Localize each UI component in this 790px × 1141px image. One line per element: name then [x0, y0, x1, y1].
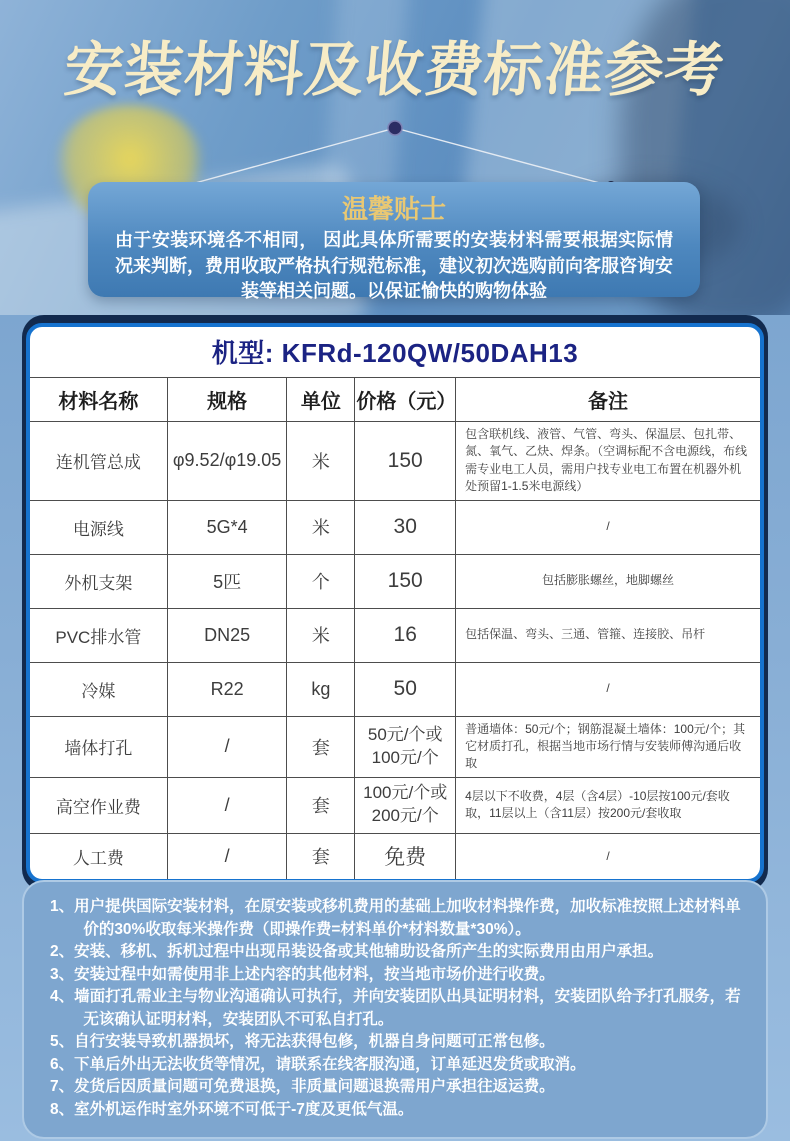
cell-note: 包括保温、弯头、三通、管箍、连接胶、吊杆: [456, 608, 760, 662]
note-number: 2、: [50, 943, 75, 960]
table-row: [30, 833, 760, 879]
tips-title: 温馨贴士: [341, 194, 446, 224]
cell-unit: 套: [287, 777, 355, 833]
cell-unit: 套: [287, 833, 355, 879]
cell-price: 150: [355, 422, 456, 501]
cell-unit: 个: [287, 554, 355, 608]
cell-price: 50: [355, 662, 456, 716]
spec-table-panel: [26, 323, 764, 883]
note-item: [50, 1099, 752, 1122]
cell-spec: /: [167, 777, 287, 833]
table-row: [30, 500, 760, 554]
note-text: 自行安装导致机器损坏，将无法获得包修，机器自身问题可正常包修。: [74, 1033, 555, 1050]
cell-spec: /: [167, 833, 287, 879]
header-spec: 规格: [167, 378, 287, 422]
note-text: 安装、移机、拆机过程中出现吊装设备或其他辅助设备所产生的实际费用由用户承担。: [74, 943, 664, 960]
note-item: [50, 1031, 752, 1054]
model-title: 机型: KFRd-120QW/50DAH13: [211, 338, 579, 368]
cell-price: 100元/个或200元/个: [355, 777, 456, 833]
table-row: [30, 777, 760, 833]
content-area: [0, 315, 790, 1141]
note-number: 5、: [50, 1033, 75, 1050]
note-text: 墙面打孔需业主与物业沟通确认可执行，并向安装团队出具证明材料，安装团队给予打孔服务，若无该确认证明材料，安装团队不可私自打孔。: [74, 988, 741, 1028]
note-text: 发货后因质量问题可免费退换，非质量问题退换需用户承担往返运费。: [74, 1078, 555, 1095]
note-text: 安装过程中如需使用非上述内容的其他材料，按当地市场价进行收费。: [74, 965, 555, 983]
cell-price: 免费: [355, 833, 456, 879]
note-number: 8、: [50, 1100, 75, 1118]
cell-unit: 米: [287, 608, 355, 662]
note-item: [50, 896, 752, 941]
note-text: 下单后外出无法收货等情况，请联系在线客服沟通，订单延迟发货或取消。: [74, 1055, 586, 1073]
page-title: 安装材料及收费标准参考: [61, 37, 728, 103]
table-row: [30, 554, 760, 608]
cell-name: 高空作业费: [30, 777, 167, 833]
note-number: 6、: [50, 1055, 75, 1073]
table-row: [30, 422, 760, 501]
tips-body: 由于安装环境各不相同， 因此具体所需要的安装材料需要根据实际情况来判断，费用收取严格执行规范标准，建议初次选购前向客服咨询安装等相关问题。以保证愉快的购物体验: [115, 230, 673, 302]
cell-name: PVC排水管: [30, 608, 167, 662]
note-item: [50, 941, 752, 964]
cell-unit: 套: [287, 716, 355, 777]
hero-banner: [0, 0, 790, 315]
cell-name: 连机管总成: [30, 422, 167, 501]
spec-table-backing: [22, 315, 768, 891]
header-note: 备注: [456, 378, 760, 422]
materials-table: [30, 377, 760, 879]
cell-spec: R22: [167, 662, 287, 716]
header-unit: 单位: [287, 378, 355, 422]
cell-name: 墙体打孔: [30, 716, 167, 777]
cell-name: 冷媒: [30, 662, 167, 716]
notes-list: [50, 896, 752, 1121]
note-number: 1、: [50, 898, 75, 915]
cell-note: 包含联机线、液管、气管、弯头、保温层、包扎带、氮、氧气、乙炔、焊条。（空调标配不含电源线，布线需专业电工人员，需用户找专业电工布置在机器外机处预留1-1.5米电源线）: [456, 422, 760, 501]
note-number: 7、: [50, 1078, 75, 1095]
cell-name: 人工费: [30, 833, 167, 879]
note-text: 室外机运作时室外环境不可低于-7度及更低气温。: [74, 1100, 414, 1118]
cell-price: 150: [355, 554, 456, 608]
cell-note: /: [456, 833, 760, 879]
table-body: [30, 422, 760, 880]
cell-note: /: [456, 662, 760, 716]
note-item: [50, 986, 752, 1031]
cell-unit: kg: [287, 662, 355, 716]
note-item: [50, 1054, 752, 1077]
cell-spec: φ9.52/φ19.05: [167, 422, 287, 501]
cell-note: 普通墙体：50元/个；钢筋混凝土墙体：100元/个；其它材质打孔，根据当地市场行情与安装师傅沟通后收取: [456, 716, 760, 777]
cell-spec: 5匹: [167, 554, 287, 608]
note-number: 3、: [50, 965, 75, 983]
cell-note: /: [456, 500, 760, 554]
cell-name: 电源线: [30, 500, 167, 554]
cell-note: 包括膨胀螺丝，地脚螺丝: [456, 554, 760, 608]
header-price: 价格（元）: [355, 378, 456, 422]
table-row: [30, 716, 760, 777]
note-item: [50, 1076, 752, 1099]
tips-panel: [88, 182, 700, 302]
cell-price: 50元/个或100元/个: [355, 716, 456, 777]
header-material: 材料名称: [30, 378, 167, 422]
table-header-row: [30, 378, 760, 422]
notes-panel: [22, 880, 768, 1139]
cell-spec: /: [167, 716, 287, 777]
note-text: 用户提供国际安装材料，在原安装或移机费用的基础上加收材料操作费，加收标准按照上述材料单价的30%收取每米操作费（即操作费=材料单价*材料数量*30%）。: [74, 898, 741, 938]
cell-spec: 5G*4: [167, 500, 287, 554]
cell-price: 16: [355, 608, 456, 662]
cell-name: 外机支架: [30, 554, 167, 608]
note-number: 4、: [50, 988, 75, 1005]
cell-price: 30: [355, 500, 456, 554]
cell-unit: 米: [287, 500, 355, 554]
cell-spec: DN25: [167, 608, 287, 662]
table-row: [30, 662, 760, 716]
cell-note: 4层以下不收费，4层（含4层）-10层按100元/套收取，11层以上（含11层）按200元/套收取: [456, 777, 760, 833]
note-item: [50, 964, 752, 987]
cell-unit: 米: [287, 422, 355, 501]
table-row: [30, 608, 760, 662]
